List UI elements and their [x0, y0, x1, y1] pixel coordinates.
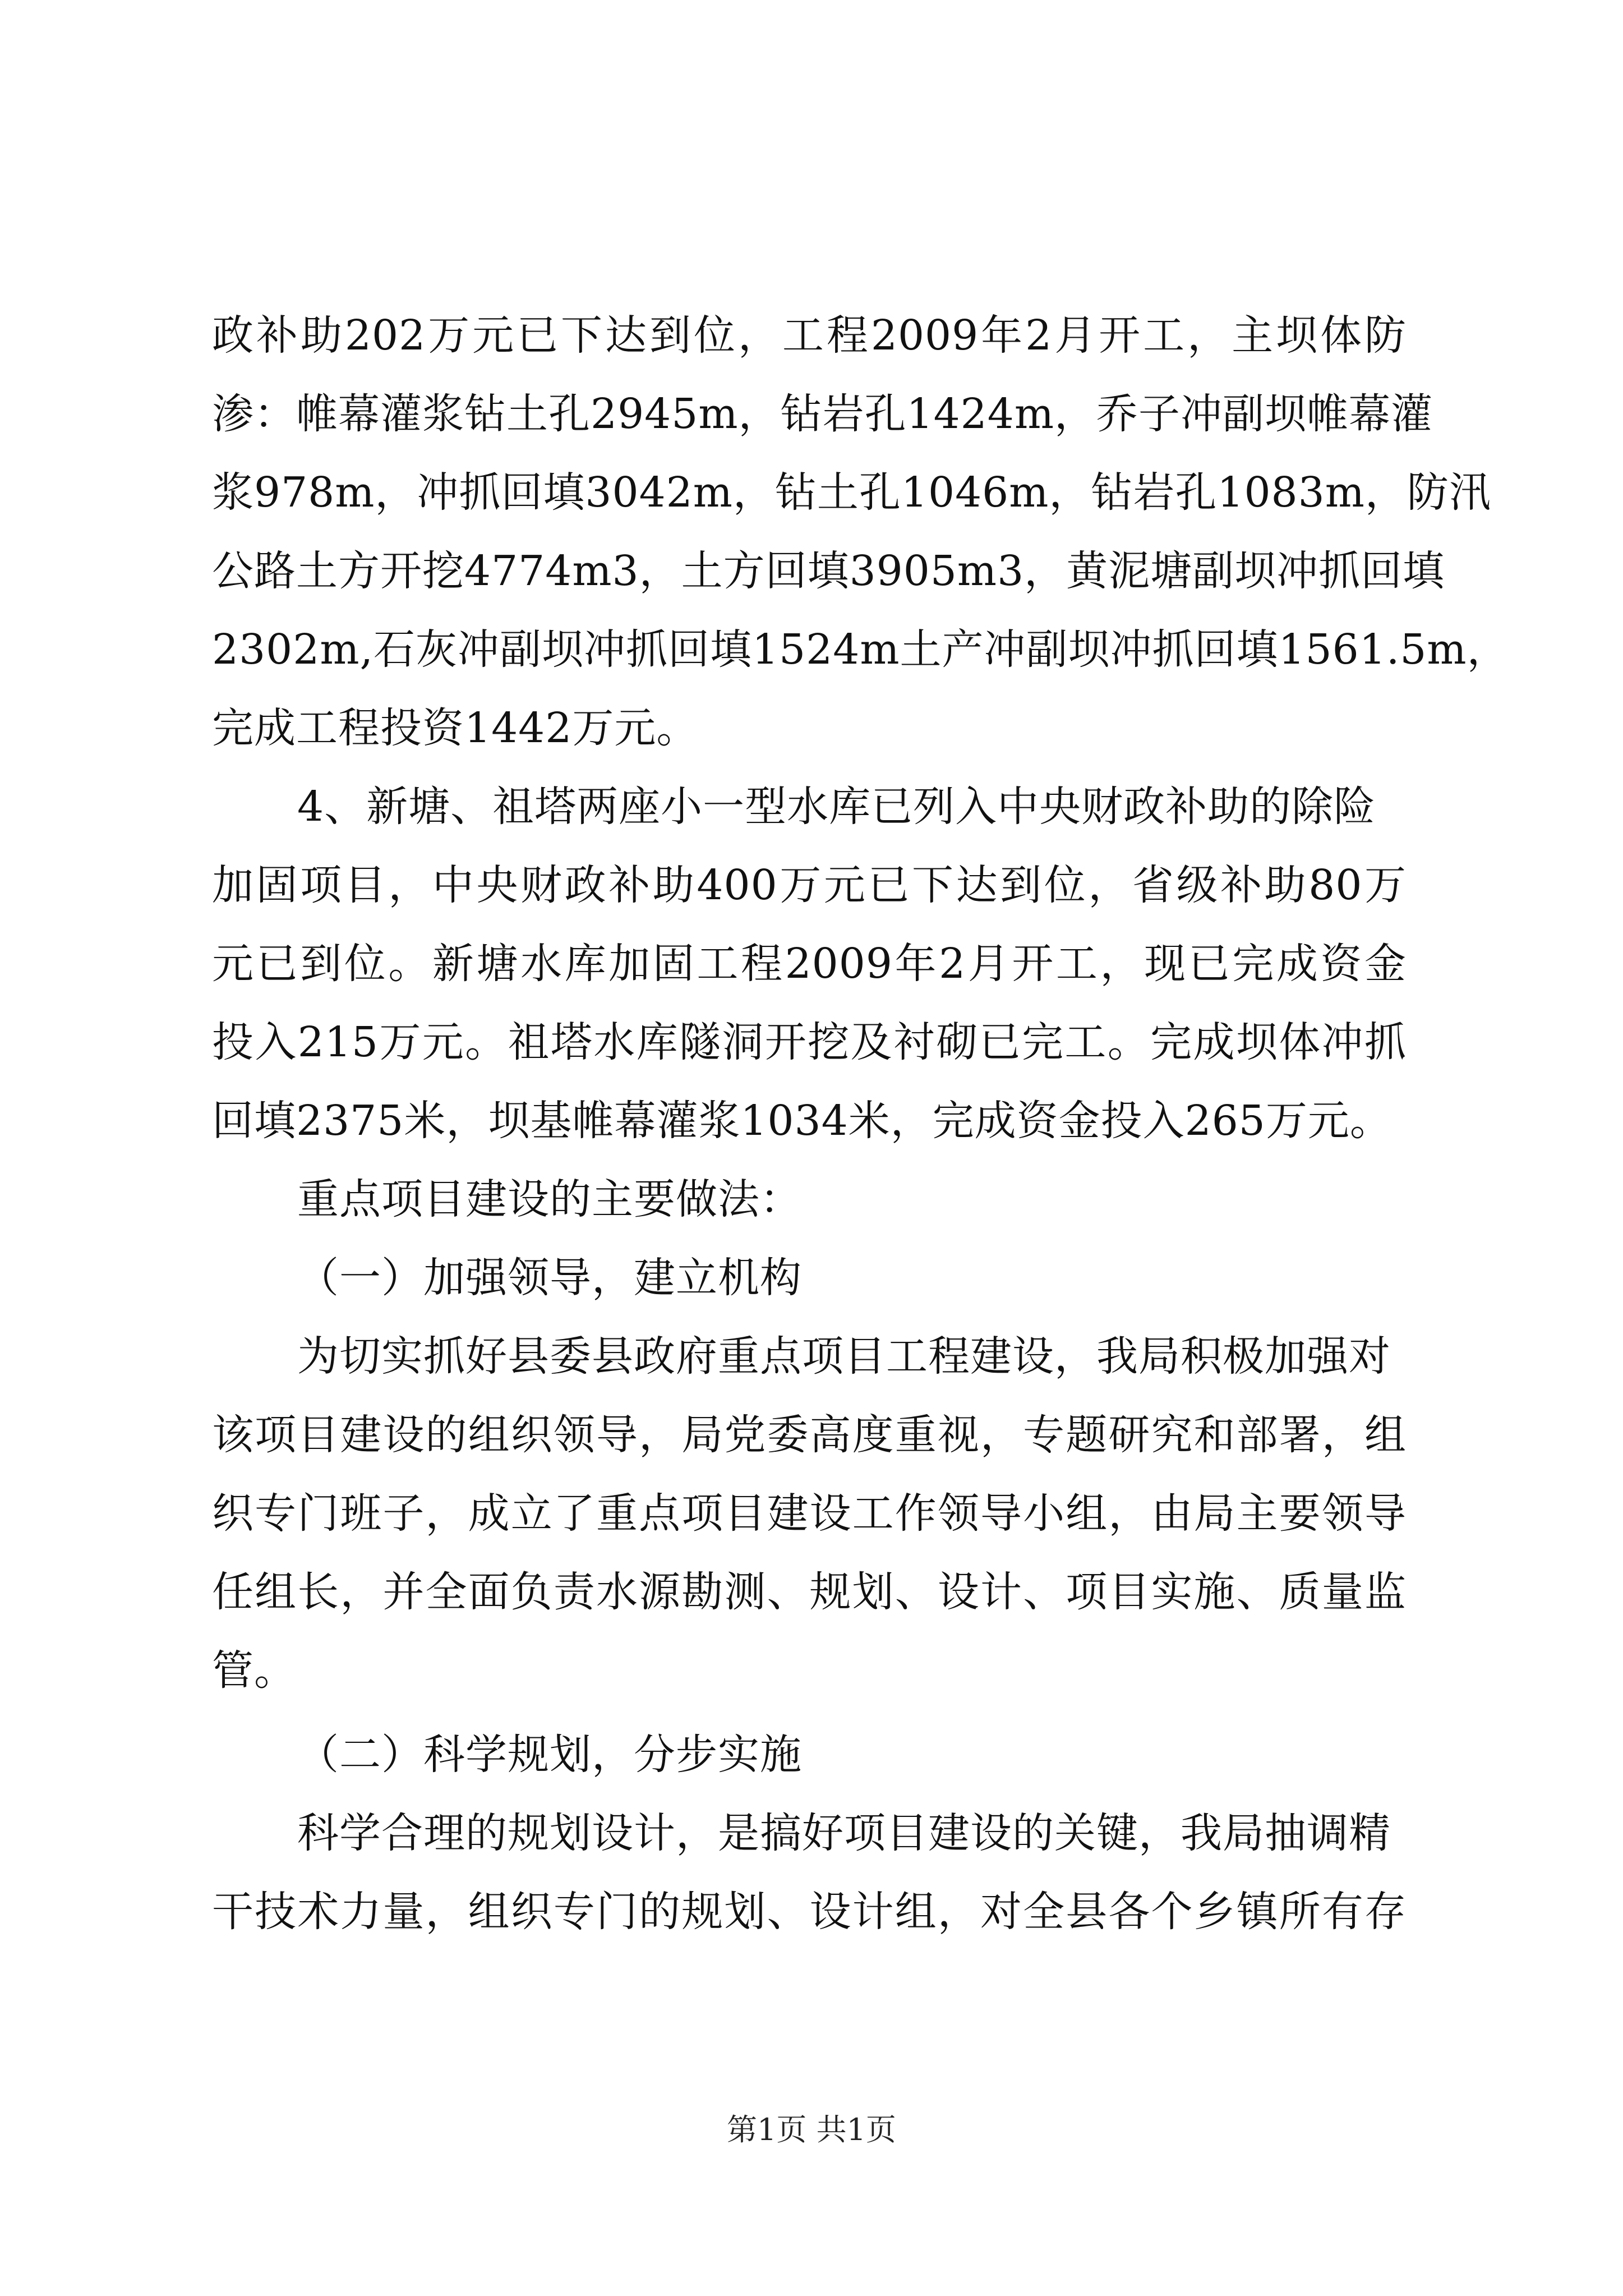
- text-line: 加固项目，中央财政补助400万元已下达到位，省级补助80万: [212, 861, 1407, 909]
- text-line: 任组长，并全面负责水源勘测、规划、设计、项目实施、质量监: [212, 1568, 1407, 1616]
- text-line: 干技术力量，组织专门的规划、设计组，对全县各个乡镇所有存: [212, 1888, 1407, 1936]
- text-line: 织专门班子，成立了重点项目建设工作领导小组，由局主要领导: [212, 1489, 1407, 1538]
- text-line: 2302m,石灰冲副坝冲抓回填1524m土产冲副坝冲抓回填1561.5m，: [212, 625, 1509, 674]
- section-heading-1: （一）加强领导，建立机构: [297, 1254, 802, 1302]
- section-heading-2: （二）科学规划，分步实施: [297, 1731, 802, 1779]
- text-line: 公路土方开挖4774m3，土方回填3905m3，黄泥塘副坝冲抓回填: [212, 547, 1445, 595]
- page-footer: 第1页 共1页: [727, 2112, 896, 2147]
- text-line: 渗：帷幕灌浆钻土孔2945m，钻岩孔1424m，乔子冲副坝帷幕灌: [212, 390, 1433, 438]
- paragraph-first-line: 为切实抓好县委县政府重点项目工程建设，我局积极加强对: [297, 1332, 1391, 1381]
- text-line: 浆978m，冲抓回填3042m，钻土孔1046m，钻岩孔1083m，防汛: [212, 468, 1491, 517]
- paragraph-first-line: 科学合理的规划设计，是搞好项目建设的关键，我局抽调精: [297, 1809, 1391, 1857]
- text-line: 元已到位。新塘水库加固工程2009年2月开工，现已完成资金: [212, 940, 1407, 988]
- text-line: 投入215万元。祖塔水库隧洞开挖及衬砌已完工。完成坝体冲抓: [212, 1018, 1407, 1066]
- text-line: 该项目建设的组织领导，局党委高度重视，专题研究和部署，组: [212, 1411, 1407, 1459]
- text-line: 完成工程投资1442万元。: [212, 704, 699, 752]
- text-line: 政补助202万元已下达到位，工程2009年2月开工，主坝体防: [212, 311, 1407, 360]
- section-intro: 重点项目建设的主要做法：: [297, 1175, 802, 1223]
- paragraph-first-line: 4、新塘、祖塔两座小一型水库已列入中央财政补助的除险: [297, 783, 1376, 831]
- text-line: 管。: [212, 1646, 296, 1695]
- text-line: 回填2375米，坝基帷幕灌浆1034米，完成资金投入265万元。: [212, 1097, 1392, 1145]
